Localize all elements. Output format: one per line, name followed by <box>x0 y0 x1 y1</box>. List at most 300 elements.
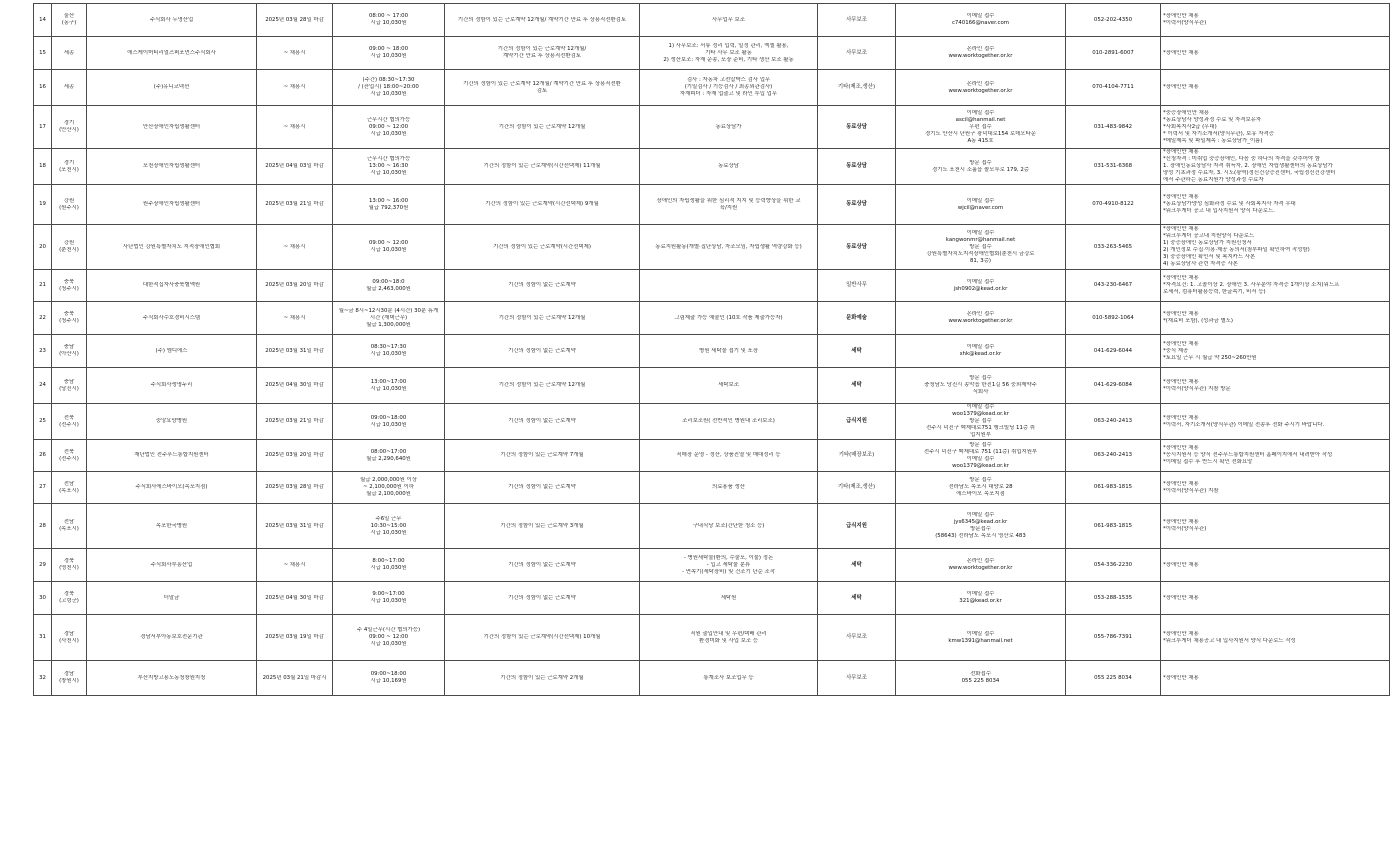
region-cell-line: 울산 <box>63 13 75 19</box>
notes-cell-line: *동료상담가양성 심화과정 수료 및 사회복지사 자격 우대 <box>1163 201 1296 207</box>
company-name <box>87 4 257 37</box>
region-cell <box>52 615 87 661</box>
notes-cell-line: *장애인만 채용 <box>1163 194 1199 200</box>
row-number: 31 <box>34 615 52 661</box>
contract-type-cell <box>445 185 640 225</box>
application-method-cell-line: 강원특별자치도지적장애인협회(춘천시 금강로 <box>926 250 1035 257</box>
contact-phone-cell: 031-483-9842 <box>1066 106 1161 149</box>
region-cell-line: 충남 <box>63 378 75 385</box>
company-name-line: 중앙요양병원 <box>155 418 188 424</box>
row-number: 27 <box>34 472 52 504</box>
contact-phone-cell: 063-240-2413 <box>1066 404 1161 440</box>
company-name-line: 안산장애인자립생활센터 <box>142 123 201 130</box>
application-method-cell-line: www.worktogether.or.kr <box>948 318 1013 324</box>
notes-cell-line: *사회복지사2급 (우대) <box>1163 123 1217 130</box>
hours-wage-cell <box>333 615 445 661</box>
deadline-cell-line: 2025년 03월 21일 마감 <box>265 418 324 424</box>
job-field-cell: 기타(제조,생산) <box>818 472 896 504</box>
region-cell <box>52 335 87 368</box>
region-cell-line: (목포시) <box>59 487 79 494</box>
application-method-cell-line: 전주시 덕진구 백제대로751 행크빌딩 11층 취 <box>925 425 1036 431</box>
application-method-cell-line: 이메일 접수 <box>966 404 995 410</box>
application-method-cell-line: ascil@hanmail.net <box>955 116 1006 123</box>
duty-cell-line: 통계조사 보조업무 등 <box>703 674 754 681</box>
job-listing-body <box>34 4 1390 696</box>
deadline-cell-line: 2025년 03월 28일 마감 <box>265 484 324 490</box>
application-method-cell <box>896 185 1066 225</box>
row-number: 30 <box>34 582 52 615</box>
deadline-cell-line: 2025년 04월 30일 마감 <box>265 594 324 601</box>
hours-wage-cell <box>333 70 445 106</box>
job-field-cell: 동료상담 <box>818 225 896 270</box>
region-cell-line: 강원 <box>63 240 75 246</box>
application-method-cell <box>896 4 1066 37</box>
region-cell-line: (안산시) <box>59 127 79 133</box>
hours-wage-cell-line: 시급 10,030원 <box>370 91 407 97</box>
company-name <box>87 472 257 504</box>
region-cell-line: 경남 <box>63 671 75 677</box>
company-name-line: 부산지방고용노동청창원지청 <box>137 674 206 681</box>
application-method-cell-line: jys6345@kead.or.kr <box>953 519 1008 525</box>
duty-cell <box>640 106 818 149</box>
row-number: 23 <box>34 335 52 368</box>
job-field-cell: 사무보조 <box>818 615 896 661</box>
region-cell <box>52 4 87 37</box>
contract-type-cell <box>445 70 640 106</box>
region-cell-line: 경남 <box>63 630 75 637</box>
duty-cell-line: 사무업무 보조 <box>712 16 745 23</box>
region-cell-line: 경기 <box>63 120 75 126</box>
application-method-cell-line: www.worktogether.or.kr <box>948 565 1013 571</box>
application-method-cell <box>896 661 1066 696</box>
application-method-cell <box>896 37 1066 70</box>
row-number: 20 <box>34 225 52 270</box>
hours-wage-cell <box>333 185 445 225</box>
job-field-cell: 세탁 <box>818 335 896 368</box>
company-name <box>87 661 257 696</box>
contract-type-cell <box>445 404 640 440</box>
notes-cell-line: *중증장애인만 채용 <box>1163 109 1210 116</box>
duty-cell-line: 환경미화 및 사업 보조 등 <box>699 637 758 644</box>
row-number: 17 <box>34 106 52 149</box>
hours-wage-cell-line: 08:00 ~ 17:00 <box>368 13 408 19</box>
region-cell <box>52 185 87 225</box>
company-name <box>87 70 257 106</box>
hours-wage-cell-line: 시급 10,030원 <box>370 351 407 357</box>
region-cell-line: (포천시) <box>59 166 79 173</box>
job-field-cell: 동료상담 <box>818 149 896 185</box>
region-cell <box>52 404 87 440</box>
contract-type-cell <box>445 368 640 404</box>
duty-cell-line: 기타 사무 보조 활동 <box>705 49 752 56</box>
hours-wage-cell-line: 월~금 8시~12시30분 (4시간) 30분 휴게 <box>338 307 439 314</box>
table-row <box>34 4 1390 37</box>
application-method-cell-line: 방문 접수 <box>969 418 992 424</box>
contract-type-cell <box>445 549 640 582</box>
duty-cell <box>640 440 818 472</box>
application-method-cell <box>896 149 1066 185</box>
deadline-cell-line: 2025년 03월 21일 마감시 <box>262 674 327 681</box>
contact-phone-cell: 010-5892-1064 <box>1066 302 1161 335</box>
deadline-cell-line: 2025년 04월 30일 마감 <box>265 382 324 388</box>
company-name-line: 사단법인 강원특별자치도 지적장애인협회 <box>122 243 221 250</box>
row-number: 25 <box>34 404 52 440</box>
table-row <box>34 440 1390 472</box>
deadline-cell <box>257 582 333 615</box>
application-method-cell <box>896 270 1066 302</box>
notes-cell-line: *장애인만 채용 <box>1163 340 1199 347</box>
table-row <box>34 368 1390 404</box>
deadline-cell <box>257 440 333 472</box>
company-name-line: 경남서부아동보호전문기관 <box>140 634 203 640</box>
region-cell-line: 전남 <box>63 480 75 487</box>
job-field-cell: 세탁 <box>818 549 896 582</box>
company-name-line: 에스케이머티리얼즈퍼포먼스주식회사 <box>127 49 216 56</box>
job-field-cell: 기타(매장보조) <box>818 440 896 472</box>
contract-type-cell <box>445 302 640 335</box>
deadline-cell <box>257 37 333 70</box>
contact-phone-cell: 063-240-2413 <box>1066 440 1161 472</box>
application-method-cell <box>896 582 1066 615</box>
region-cell-line: 전남 <box>63 519 75 525</box>
duty-cell <box>640 504 818 549</box>
deadline-cell <box>257 335 333 368</box>
deadline-cell-line: 2025년 03월 28일 마감 <box>265 16 324 23</box>
table-row <box>34 549 1390 582</box>
deadline-cell <box>257 504 333 549</box>
contact-phone-cell: 031-531-6368 <box>1066 149 1161 185</box>
region-cell-line: (당진시) <box>59 385 79 392</box>
region-cell-line: 충북 <box>63 311 75 317</box>
contract-type-cell <box>445 615 640 661</box>
duty-cell-line: 그림제출 가능 예술인 (10호 작품 제출가능자) <box>674 314 783 321</box>
deadline-cell-line: ~ 채용시 <box>283 561 306 568</box>
table-row <box>34 582 1390 615</box>
region-cell <box>52 368 87 404</box>
application-method-cell-line: woo1379@kead.or.kr <box>952 411 1009 417</box>
region-cell-line: (창원시) <box>59 678 79 684</box>
hours-wage-cell-line: (주간) 08:30~17:30 <box>362 77 415 83</box>
contract-type-cell-line: 검토 <box>536 87 548 94</box>
application-method-cell-line: 방문 접수 <box>969 375 992 381</box>
notes-cell-line: *장애인만 채용 <box>1163 275 1199 281</box>
duty-cell-line: 직원 출입안내 및 우편/택배 관리 <box>690 630 767 637</box>
duty-cell <box>640 302 818 335</box>
row-number: 22 <box>34 302 52 335</box>
notes-cell-line: *메일제목 및 파일제목 : 동료상담가_이름) <box>1163 137 1263 144</box>
contract-type-cell-line: 기간의 정함이 없는 근로계약 <box>508 594 576 601</box>
row-number: 15 <box>34 37 52 70</box>
region-cell-line: (사천시) <box>59 637 79 644</box>
application-method-cell-line: 전라남도 목포시 대양로 28 <box>948 484 1013 490</box>
job-field-cell: 동료상담 <box>818 185 896 225</box>
job-listing-sheet <box>33 3 1379 696</box>
hours-wage-cell-line: 월급 792,370원 <box>368 204 409 211</box>
deadline-cell-line: 2025년 03월 20일 마감 <box>265 452 324 458</box>
job-field-cell: 사무보조 <box>818 4 896 37</box>
hours-wage-cell <box>333 582 445 615</box>
hours-wage-cell <box>333 549 445 582</box>
region-cell <box>52 270 87 302</box>
application-method-cell <box>896 368 1066 404</box>
duty-cell <box>640 615 818 661</box>
hours-wage-cell-line: 09:00~18:00 <box>370 671 407 677</box>
notes-cell <box>1161 504 1390 549</box>
contract-type-cell-line: 기간의 정함이 없는 근로계약 <box>508 282 576 288</box>
company-name <box>87 270 257 302</box>
application-method-cell-line: 온라인 접수 <box>966 80 995 87</box>
hours-wage-cell <box>333 335 445 368</box>
company-name <box>87 37 257 70</box>
region-cell <box>52 37 87 70</box>
duty-cell-line: 동료지원활동(개별·집단상담, 자조모임, 자립생활 역량강화 등) <box>655 243 802 250</box>
notes-cell-line: * 이력서 및 자기소개서(양식무관), 보유 자격증 <box>1163 130 1274 137</box>
contract-type-cell <box>445 4 640 37</box>
company-name-line: 목포한국병원 <box>155 522 188 529</box>
contract-type-cell-line: 기간의 정함이 있는 근로계약(시간선택제) 9개월 <box>485 201 599 207</box>
company-name <box>87 302 257 335</box>
notes-cell-line: *토요일 근무 시 월급 약 250~260만원 <box>1163 354 1257 361</box>
row-number: 21 <box>34 270 52 302</box>
notes-cell-line: *워크투게더 채용공고 내 입사지원서 양식 다운로드 작성 <box>1163 637 1296 644</box>
hours-wage-cell-line: 시급 10,030원 <box>370 385 407 392</box>
application-method-cell-line: kangwonmr@hanmail.net <box>945 236 1016 243</box>
company-name-line: 더말금 <box>163 594 180 601</box>
hours-wage-cell-line: 월급 1,300,000원 <box>366 321 411 328</box>
company-name <box>87 149 257 185</box>
contract-type-cell-line: 기간의 정함이 없는 근로계약 <box>508 347 576 354</box>
application-method-cell-line: c740166@naver.com <box>951 20 1010 26</box>
notes-cell-line: *이력서(양식무관) <box>1163 20 1207 26</box>
hours-wage-cell-line: 13:00~17:00 <box>370 378 407 385</box>
hours-wage-cell-line: 시급 10,030원 <box>370 247 407 253</box>
duty-cell <box>640 225 818 270</box>
hours-wage-cell-line: 09:00 ~ 18:00 <box>368 46 408 52</box>
application-method-cell-line: 온라인 접수 <box>966 311 995 317</box>
notes-cell-line: *장애인만 채용 <box>1163 594 1199 601</box>
region-cell <box>52 70 87 106</box>
duty-cell-line: 병원 세탁물 접기 및 포장 <box>699 347 758 354</box>
deadline-cell <box>257 4 333 37</box>
company-name <box>87 404 257 440</box>
hours-wage-cell-line: 시급 10,030원 <box>370 421 407 428</box>
notes-cell-line: *장애인만 채용 <box>1163 674 1199 681</box>
deadline-cell-line: ~ 채용시 <box>283 243 306 250</box>
application-method-cell-line: shk@kead.or.kr <box>959 351 1002 357</box>
table-row <box>34 37 1390 70</box>
contact-phone-cell: 043-230-6467 <box>1066 270 1161 302</box>
application-method-cell-line: 이메일 접수 <box>966 13 995 19</box>
notes-cell-line: *장애인만 채용 <box>1163 445 1199 451</box>
application-method-cell-line: 방문 접수 <box>969 477 992 483</box>
notes-cell <box>1161 440 1390 472</box>
region-cell <box>52 504 87 549</box>
application-method-cell-line: jsh0902@kead.or.kr <box>953 285 1008 292</box>
company-name <box>87 549 257 582</box>
row-number: 19 <box>34 185 52 225</box>
notes-cell <box>1161 37 1390 70</box>
notes-cell <box>1161 661 1390 696</box>
region-cell <box>52 106 87 149</box>
row-number: 18 <box>34 149 52 185</box>
company-name <box>87 225 257 270</box>
deadline-cell <box>257 549 333 582</box>
company-name-line: 주식회사에스바이오(목포지점) <box>135 484 208 490</box>
application-method-cell-line: 이메일 접수 <box>966 455 995 462</box>
deadline-cell <box>257 661 333 696</box>
notes-cell-line: *장애인만 채용 <box>1163 561 1199 568</box>
duty-cell-line: 직매장 운영 - 정산, 상품진열 및 매대정리 등 <box>676 452 781 458</box>
hours-wage-cell <box>333 270 445 302</box>
company-name-line: 원주장애인자립생활센터 <box>142 201 201 207</box>
company-name <box>87 615 257 661</box>
duty-cell <box>640 335 818 368</box>
application-method-cell-line: 이메일 접수 <box>966 278 995 285</box>
hours-wage-cell-line: 08:00~17:00 <box>370 448 407 455</box>
application-method-cell-line: woo1379@kead.or.kr <box>952 462 1009 469</box>
hours-wage-cell <box>333 472 445 504</box>
contract-type-cell <box>445 440 640 472</box>
hours-wage-cell-line: 09:00~18:0 <box>372 278 405 285</box>
duty-cell <box>640 270 818 302</box>
application-method-cell-line: 321@kead.or.kr <box>959 598 1002 604</box>
duty-cell-line: 자재피더 : 자재 업출고 및 라인 투입 업무 <box>679 91 778 97</box>
hours-wage-cell <box>333 404 445 440</box>
table-row <box>34 472 1390 504</box>
contact-phone-cell: 054-336-2230 <box>1066 549 1161 582</box>
contact-phone-cell: 053-288-1535 <box>1066 582 1161 615</box>
hours-wage-cell <box>333 106 445 149</box>
notes-cell-line: *장애인만 채용 <box>1163 311 1199 317</box>
contract-type-cell <box>445 270 640 302</box>
deadline-cell-line: ~ 채용시 <box>283 84 306 90</box>
region-cell <box>52 549 87 582</box>
hours-wage-cell-line: 주 4일근무(시간 협의가능) <box>356 627 421 633</box>
notes-cell-line: *자격요건: 1. 고졸이상 2. 장애인 3. 사무분야 자격증 1개이상 소지(워드프 <box>1163 282 1340 288</box>
notes-cell <box>1161 4 1390 37</box>
region-cell-line: (목포시) <box>59 526 79 532</box>
contract-type-cell-line: 기간의 정함이 있는 근로계약 2개월 <box>500 674 584 681</box>
notes-cell-line: *이메일 접수 후 반드시 확인 전화요망 <box>1163 459 1253 465</box>
notes-cell-line: 3) 중증장애인 확인서 및 복지카드 사본 <box>1163 254 1256 260</box>
deadline-cell <box>257 404 333 440</box>
application-method-cell-line: 업지원부 <box>970 432 991 438</box>
notes-cell-line: *장애인만 채용 <box>1163 84 1199 90</box>
region-cell <box>52 661 87 696</box>
application-method-cell-line: 경기도 포천시 소흘읍 솔모루로 179, 2층 <box>932 166 1029 173</box>
contract-type-cell <box>445 582 640 615</box>
row-number: 16 <box>34 70 52 106</box>
notes-cell <box>1161 225 1390 270</box>
application-method-cell-line: 충청남도 당진시 송악읍 한진1길 56 중외제약주 <box>924 382 1037 388</box>
application-method-cell <box>896 549 1066 582</box>
notes-cell-line: *(재료비 포함), (성과금 별도) <box>1163 318 1234 324</box>
application-method-cell-line: 우편 접수 <box>969 123 992 130</box>
duty-cell-line: 동료상담 <box>718 163 739 169</box>
contract-type-cell-line: 기간의 정함이 있는 근로계약 12개월/ <box>497 46 587 52</box>
notes-cell-line: 1) 중증장애인 동료상담가 지원신청서 <box>1163 240 1252 246</box>
table-row <box>34 302 1390 335</box>
contract-type-cell-line: 기간의 정함이 있는 근로계약 12개월 <box>498 314 586 321</box>
hours-wage-cell <box>333 149 445 185</box>
application-method-cell <box>896 302 1066 335</box>
notes-cell-line: *장애인만 채용 <box>1163 480 1199 487</box>
contract-type-cell <box>445 225 640 270</box>
company-name <box>87 185 257 225</box>
company-name <box>87 335 257 368</box>
notes-cell <box>1161 185 1390 225</box>
hours-wage-cell-line: 시급 10,030원 <box>370 130 407 137</box>
job-field-cell: 동료상담 <box>818 106 896 149</box>
notes-cell <box>1161 582 1390 615</box>
table-row <box>34 149 1390 185</box>
notes-cell-line: *중식 제공 <box>1163 347 1189 354</box>
company-name-line: 주식회사생명누리 <box>150 382 193 388</box>
region-cell-line: (전주시) <box>59 455 79 462</box>
notes-cell-line: 양성 기초과정 수료자, 3. 시도(광역)정신건강증진센터, 국립정신건강센터 <box>1163 170 1336 176</box>
deadline-cell <box>257 70 333 106</box>
duty-cell <box>640 368 818 404</box>
application-method-cell-line: 이메일 접수 <box>966 109 995 116</box>
region-cell-line: (영천시) <box>59 565 79 571</box>
notes-cell-line: *이력서(양식무관) 지참 방문 <box>1163 385 1231 392</box>
job-field-cell: 사무보조 <box>818 661 896 696</box>
application-method-cell <box>896 225 1066 270</box>
application-method-cell-line: 경기도 안산시 단원구 광덕대로154 로데오타운 <box>925 130 1036 137</box>
notes-cell-line: *장애인만 채용 <box>1163 49 1199 56</box>
contract-type-cell <box>445 504 640 549</box>
hours-wage-cell-line: 월급 2,463,000원 <box>366 285 411 292</box>
region-cell-line: 경기 <box>63 159 75 166</box>
region-cell-line: 충남 <box>63 344 75 350</box>
notes-cell <box>1161 149 1390 185</box>
application-method-cell-line: 온라인 접수 <box>966 46 995 52</box>
company-name-line: 대한적십자사충북혈액원 <box>142 282 201 288</box>
job-listing-table <box>33 3 1390 696</box>
table-row <box>34 225 1390 270</box>
row-number: 28 <box>34 504 52 549</box>
notes-cell-line: 로세서, 컴퓨터활용능력, 한글속기, 비서 등) <box>1163 289 1266 295</box>
hours-wage-cell <box>333 302 445 335</box>
hours-wage-cell-line: 시급 10,030원 <box>370 529 407 536</box>
duty-cell-line: - 입고 세탁물 분류 <box>706 561 751 568</box>
contract-type-cell <box>445 335 640 368</box>
application-method-cell <box>896 106 1066 149</box>
job-field-cell: 급식지원 <box>818 504 896 549</box>
hours-wage-cell-line: 9:00~17:00 <box>372 591 405 597</box>
application-method-cell-line: 이메일 접수 <box>966 591 995 597</box>
application-method-cell <box>896 504 1066 549</box>
deadline-cell-line: 2025년 04월 03일 마감 <box>265 163 324 169</box>
hours-wage-cell <box>333 504 445 549</box>
region-cell-line: 강원 <box>63 197 75 204</box>
contract-type-cell-line: 기간의 정함이 있는 근로계약 7개월 <box>500 452 584 458</box>
hours-wage-cell-line: 시급 10,030원 <box>370 598 407 604</box>
application-method-cell-line: www.worktogether.or.kr <box>948 87 1013 94</box>
deadline-cell-line: ~ 채용시 <box>283 49 306 56</box>
duty-cell-line: - 연속기(세탁장비) 및 건조기 단순 조작 <box>682 568 775 575</box>
duty-cell-line: 조리보조원( 전반적인 병원내 조리보조) <box>682 418 775 424</box>
table-row <box>34 270 1390 302</box>
application-method-cell-line: (58643) 전라남도 목포시 영산로 483 <box>935 533 1026 539</box>
contract-type-cell-line: 기간의 정함이 있는 근로계약(시간선택제) 11개월 <box>483 163 601 169</box>
application-method-cell-line: 055 225 8034 <box>961 678 1000 684</box>
application-method-cell-line: 81, 3층) <box>969 257 992 264</box>
application-method-cell-line: 온라인 접수 <box>966 558 995 564</box>
contact-phone-cell: 041-629-6084 <box>1066 368 1161 404</box>
contract-type-cell-line: 기간의 정함이 없는 근로계약 <box>508 418 576 424</box>
notes-cell-line: *장애인만 채용 <box>1163 13 1199 19</box>
